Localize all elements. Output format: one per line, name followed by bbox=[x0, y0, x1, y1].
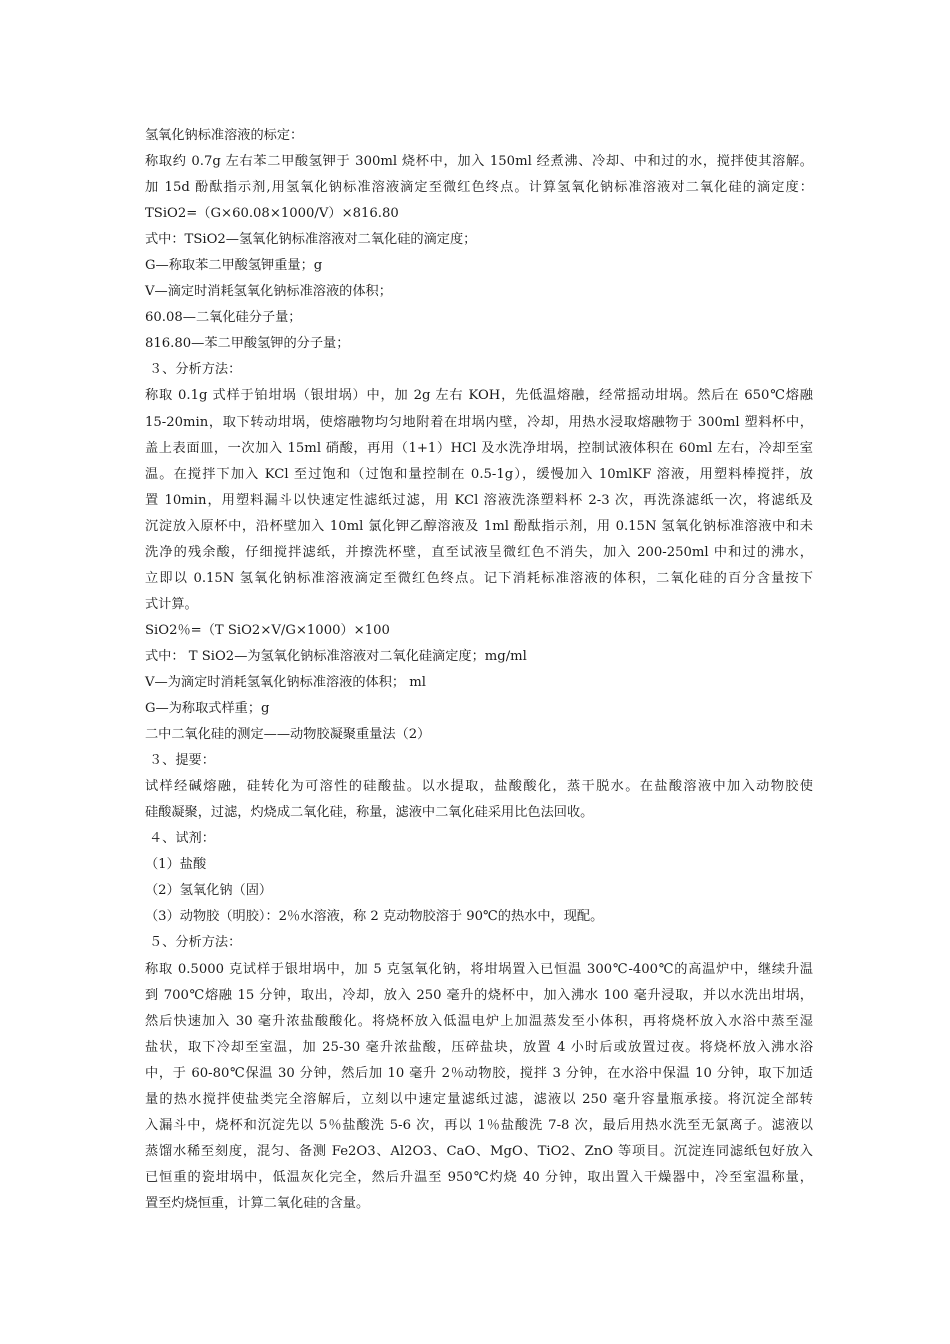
formula-legend-line: G—为称取式样重；g bbox=[145, 701, 270, 717]
paragraph-line: 置 10min，用塑料漏斗以快速定性滤纸过滤，用 KCl 溶液洗涤塑料杯 2-3 次，再洗涤滤纸一次，将滤纸及 bbox=[145, 492, 813, 508]
paragraph-line: 置至灼烧恒重，计算二氧化硅的含量。 bbox=[145, 1195, 370, 1211]
section-heading-reagents: ４、试剂： bbox=[149, 831, 215, 847]
section-heading-gelatin-method: 二中二氧化硅的测定——动物胶凝聚重量法（2） bbox=[145, 727, 431, 743]
paragraph-line: 立即以 0.15N 氢氧化钠标准溶液滴定至微红色终点。记下消耗标准溶液的体积，二氧化硅的百分含量按下 bbox=[145, 570, 813, 586]
formula-sio2-percent: SiO2％=（T SiO2×V/G×1000）×100 bbox=[145, 622, 390, 638]
paragraph-line: 蒸馏水稀至刻度，混匀、备测 Fe2O3、Al2O3、CaO、MgO、TiO2、ZnO 等项目。沉淀连同滤纸包好放入 bbox=[145, 1143, 813, 1159]
paragraph-line: 盐状，取下冷却至室温，加 25-30 毫升浓盐酸，压碎盐块，放置 4 小时后或放置过夜。将烧杯放入沸水浴 bbox=[145, 1039, 813, 1055]
formula-legend-line: 式中： T SiO2—为氢氧化钠标准溶液对二氧化硅滴定度；mg/ml bbox=[145, 648, 527, 664]
formula-legend-line: G—称取苯二甲酸氢钾重量；g bbox=[145, 258, 323, 274]
reagent-item: （3）动物胶（明胶）：2％水溶液，称 2 克动物胶溶于 90℃的热水中，现配。 bbox=[145, 909, 604, 925]
paragraph-line: 然后快速加入 30 毫升浓盐酸酸化。将烧杯放入低温电炉上加温蒸发至小体积，再将烧杯放入水浴中蒸至湿 bbox=[145, 1013, 813, 1029]
formula-legend-line: 60.08—二氧化硅分子量； bbox=[145, 310, 302, 326]
paragraph-line: 称取 0.1g 式样于铂坩埚（银坩埚）中，加 2g 左右 KOH，先低温熔融，经常摇动坩埚。然后在 650℃熔融 bbox=[145, 388, 813, 404]
reagent-item: （1）盐酸 bbox=[145, 857, 207, 873]
document-body bbox=[145, 123, 813, 1217]
paragraph-line: 已恒重的瓷坩埚中，低温灰化完全，然后升温至 950℃灼烧 40 分钟，取出置入干燥器中，冷至室温称量， bbox=[145, 1169, 813, 1185]
paragraph-line: 温。在搅拌下加入 KCl 至过饱和（过饱和量控制在 0.5-1g），缓慢加入 10mlKF 溶液，用塑料棒搅拌，放 bbox=[145, 466, 813, 482]
section-heading-summary: ３、提要： bbox=[149, 753, 215, 769]
section-heading-calibration: 氢氧化钠标准溶液的标定： bbox=[145, 128, 304, 143]
paragraph-line: 量的热水搅拌使盐类完全溶解后，立刻以中速定量滤纸过滤，滤液以 250 毫升容量瓶承接。将沉淀全部转 bbox=[145, 1091, 813, 1107]
paragraph-line: 称取 0.5000 克试样于银坩埚中，加 5 克氢氧化钠，将坩埚置入已恒温 300℃-400℃的高温炉中，继续升温 bbox=[145, 961, 813, 977]
paragraph-line: 试样经碱熔融，硅转化为可溶性的硅酸盐。以水提取，盐酸酸化，蒸干脱水。在盐酸溶液中加入动物胶使 bbox=[145, 779, 813, 795]
paragraph-line: 加 15d 酚酞指示剂,用氢氧化钠标准溶液滴定至微红色终点。计算氢氧化钠标准溶液对二氧化硅的滴定度： bbox=[145, 180, 813, 196]
paragraph-line: 式计算。 bbox=[145, 596, 198, 612]
section-heading-method: ３、分析方法： bbox=[149, 362, 242, 378]
section-heading-method-2: ５、分析方法： bbox=[149, 935, 242, 951]
paragraph-line: 15-20min，取下转动坩埚，使熔融物均匀地附着在坩埚内壁，冷却，用热水浸取熔融物于 300ml 塑料杯中， bbox=[145, 414, 813, 430]
paragraph-line: 到 700℃熔融 15 分钟，取出，冷却，放入 250 毫升的烧杯中，加入沸水 100 毫升浸取，并以水洗出坩埚， bbox=[145, 987, 813, 1003]
paragraph-line: 沉淀放入原杯中，沿杯壁加入 10ml 氯化钾乙醇溶液及 1ml 酚酞指示剂，用 0.15N 氢氧化钠标准溶液中和未 bbox=[145, 518, 813, 534]
paragraph-line: 洗净的残余酸，仔细搅拌滤纸，并擦洗杯壁，直至试液呈微红色不消失，加入 200-250ml 中和过的沸水， bbox=[145, 544, 813, 560]
paragraph-line: 盖上表面皿，一次加入 15ml 硝酸，再用（1+1）HCl 及水洗净坩埚，控制试液体积在 60ml 左右，冷却至室 bbox=[145, 440, 813, 456]
formula-titer: TSiO2=（G×60.08×1000/V）×816.80 bbox=[145, 206, 399, 222]
paragraph-line: 硅酸凝聚，过滤，灼烧成二氧化硅，称量，滤液中二氧化硅采用比色法回收。 bbox=[145, 805, 594, 821]
formula-legend-line: 816.80—苯二甲酸氢钾的分子量； bbox=[145, 336, 350, 352]
formula-legend-line: V—为滴定时消耗氢氧化钠标准溶液的体积； ml bbox=[145, 674, 426, 690]
paragraph-line: 入漏斗中，烧杯和沉淀先以 5％盐酸洗 5-6 次，再以 1％盐酸洗 7-8 次，最后用热水洗至无氯离子。滤液以 bbox=[145, 1117, 813, 1133]
paragraph-line: 称取约 0.7g 左右苯二甲酸氢钾于 300ml 烧杯中，加入 150ml 经煮沸、冷却、中和过的水，搅拌使其溶解。 bbox=[145, 154, 813, 170]
formula-legend-line: V—滴定时消耗氢氧化钠标准溶液的体积； bbox=[145, 284, 392, 300]
reagent-item: （2）氢氧化钠（固） bbox=[145, 883, 273, 899]
formula-legend-line: 式中：TSiO2—氢氧化钠标准溶液对二氧化硅的滴定度； bbox=[145, 232, 477, 248]
paragraph-line: 中，于 60-80℃保温 30 分钟，然后加 10 毫升 2％动物胶，搅拌 3 分钟，在水浴中保温 10 分钟，取下加适 bbox=[145, 1065, 813, 1081]
